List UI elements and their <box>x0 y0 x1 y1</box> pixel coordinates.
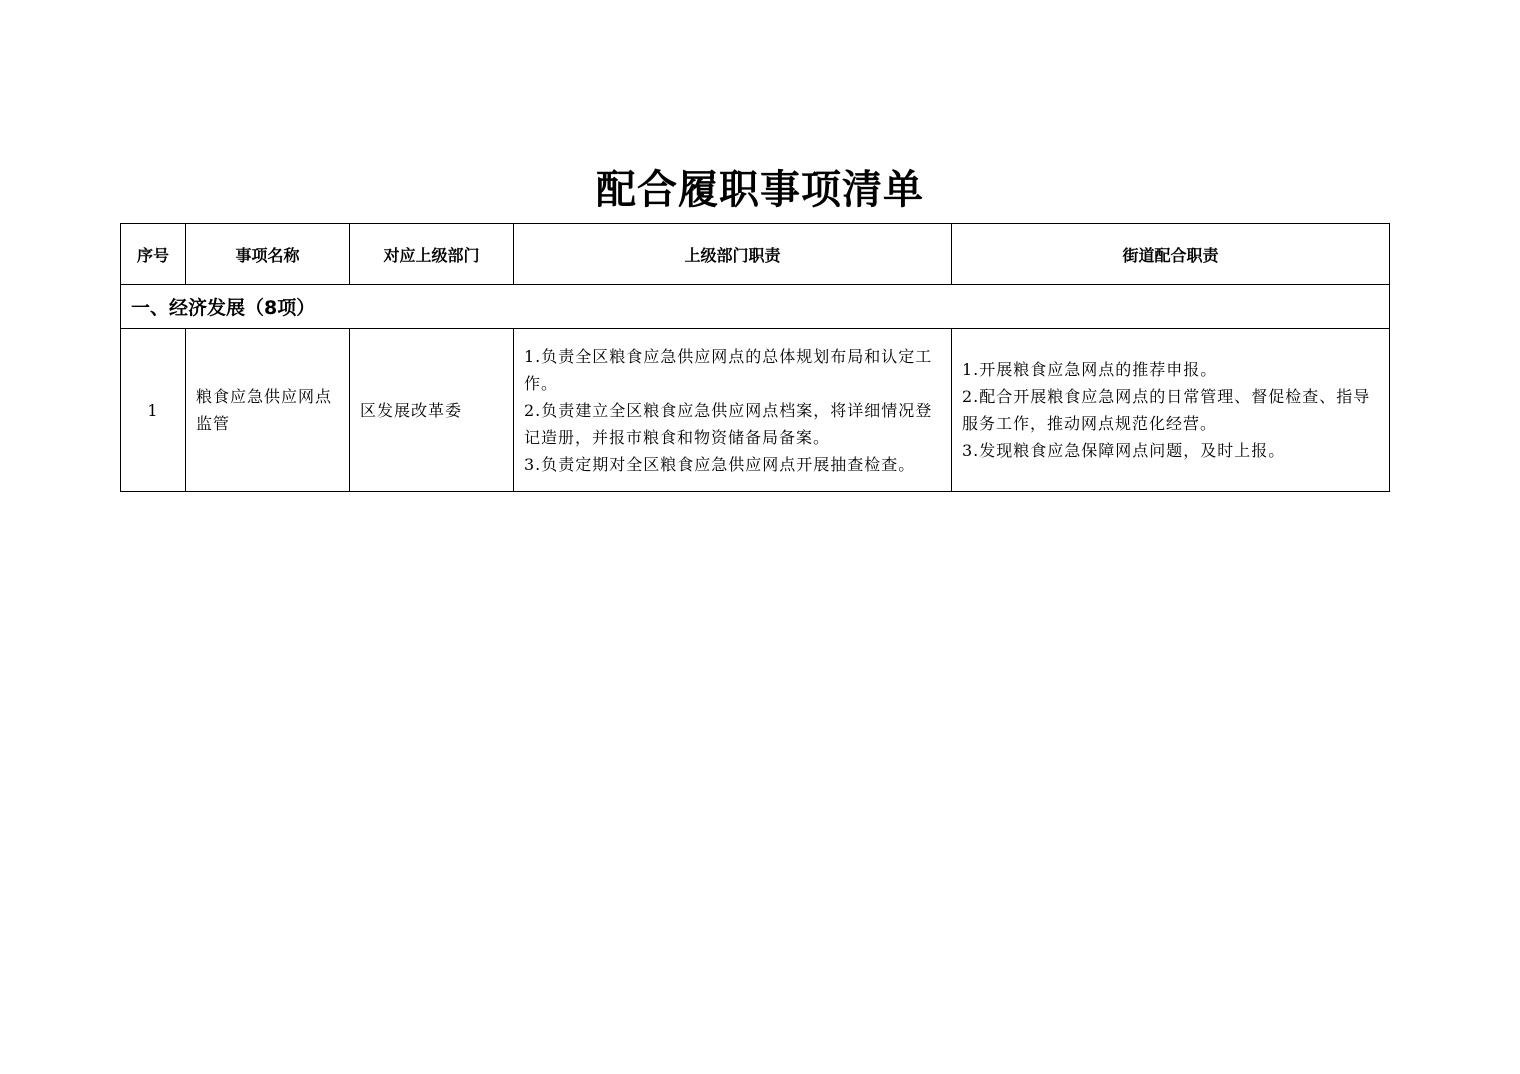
row-street-duties <box>952 329 1390 492</box>
street-duty-item: 1.开展粮食应急网点的推荐申报。 <box>962 360 1218 379</box>
section-label: 一、经济发展（8项） <box>121 285 1390 329</box>
row-upper-duties <box>514 329 952 492</box>
row-department: 区发展改革委 <box>350 329 514 492</box>
page-title: 配合履职事项清单 <box>596 166 924 213</box>
section-row <box>121 285 1390 329</box>
row-index: 1 <box>121 329 186 492</box>
table-row <box>121 329 1390 492</box>
upper-duty-item: 1.负责全区粮食应急供应网点的总体规划布局和认定工作。 <box>524 346 933 393</box>
duty-table <box>120 223 1390 492</box>
header-item-name: 事项名称 <box>186 224 350 285</box>
header-index: 序号 <box>121 224 186 285</box>
street-duty-item: 3.发现粮食应急保障网点问题，及时上报。 <box>962 441 1286 460</box>
row-item-name: 粮食应急供应网点监管 <box>186 329 350 492</box>
header-row <box>121 224 1390 285</box>
upper-duty-item: 3.负责定期对全区粮食应急供应网点开展抽查检查。 <box>524 454 916 474</box>
header-upper-duties: 上级部门职责 <box>514 224 952 285</box>
header-department: 对应上级部门 <box>350 224 514 285</box>
street-duty-item: 2.配合开展粮食应急网点的日常管理、督促检查、指导服务工作，推动网点规范化经营。 <box>962 387 1371 433</box>
upper-duty-item: 2.负责建立全区粮食应急供应网点档案，将详细情况登记造册，并报市粮食和物资储备局备案。 <box>524 400 933 447</box>
header-street-duties: 街道配合职责 <box>952 224 1390 285</box>
